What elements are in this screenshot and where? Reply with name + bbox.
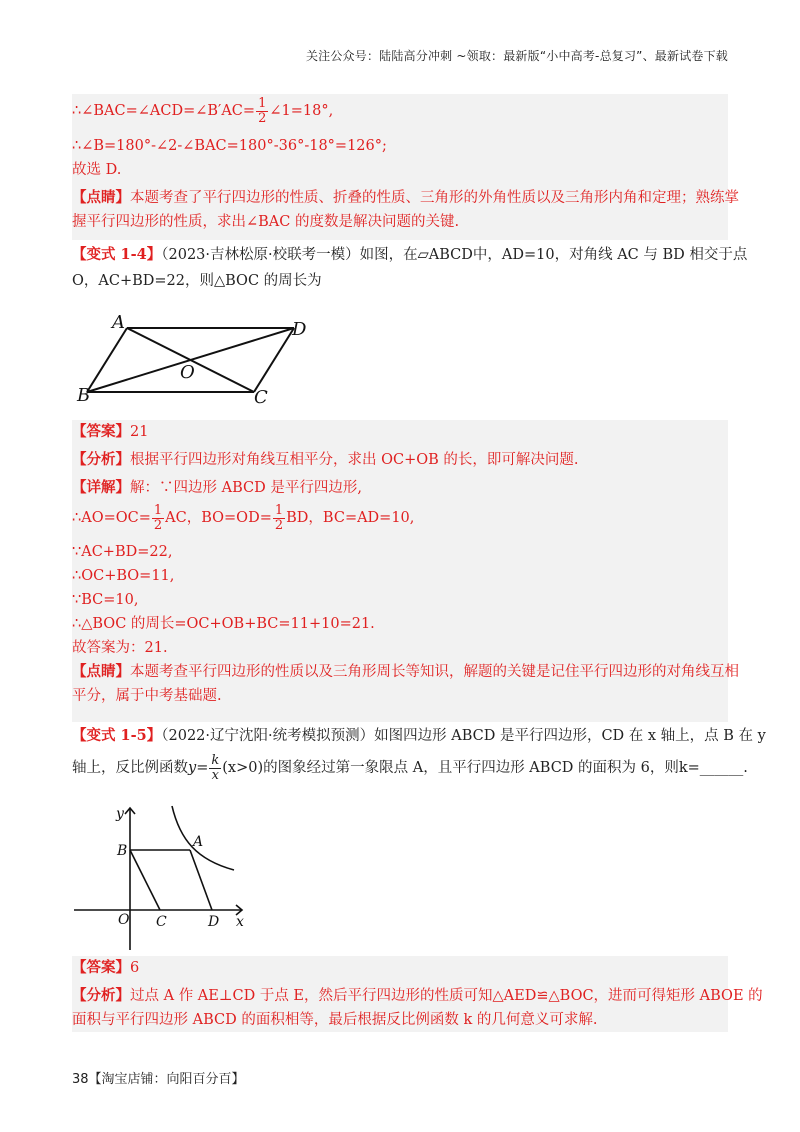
step-line: ∵AC+BD=22, bbox=[72, 544, 173, 560]
step-line: ∴AO=OC= $\frac{1}{2}$ AC，BO=OD= $\frac{1}{2}$ BD，BC=AD=10, bbox=[72, 502, 415, 533]
label-A: A bbox=[193, 834, 204, 850]
question-tag: 【变式 1-4】 bbox=[72, 246, 162, 263]
step-text: ∴∠BAC=∠ACD=∠B′AC= bbox=[72, 103, 256, 119]
comment-text: 本题考查平行四边形的性质以及三角形周长等知识，解题的关键是记住平行四边形的对角线互相 bbox=[130, 664, 739, 680]
fraction: $\frac{k}{x}$ bbox=[211, 752, 220, 783]
step-text: ∠1=18°, bbox=[269, 103, 334, 119]
comment-line: 握平行四边形的性质，求出∠BAC 的度数是解决问题的关键. bbox=[72, 214, 460, 230]
detail-text: 解：∵四边形 ABCD 是平行四边形, bbox=[130, 480, 362, 496]
comment-line bbox=[72, 660, 739, 684]
step-line: ∴∠B=180°-∠2-∠BAC=180°-36°-18°=126°; bbox=[72, 138, 387, 154]
step-line: ∴OC+BO=11, bbox=[72, 568, 175, 584]
parallelogram-figure bbox=[72, 308, 332, 413]
question-line bbox=[72, 243, 748, 267]
label-A: A bbox=[112, 312, 125, 333]
detail-tag: 【详解】 bbox=[72, 479, 130, 496]
fraction: $\frac{1}{2}$ bbox=[274, 502, 284, 533]
page-header: 关注公众号：陆陆高分冲刺 ~领取：最新版“小中高考-总复习”、最新试卷下载 bbox=[305, 49, 728, 63]
solution-continuation bbox=[72, 94, 739, 240]
answer-1-4 bbox=[72, 420, 739, 722]
analysis-line bbox=[72, 448, 728, 472]
comment-line bbox=[72, 186, 739, 210]
comment-tag: 【点睛】 bbox=[72, 189, 130, 206]
step-line: ∵BC=10, bbox=[72, 592, 139, 608]
question-line bbox=[72, 724, 766, 748]
question-text: （2022·辽宁沈阳·统考模拟预测）如图四边形 ABCD 是平行四边形，CD 在 x 轴上，点 B 在 y bbox=[161, 728, 766, 744]
question-tag: 【变式 1-5】 bbox=[72, 727, 162, 744]
question-1-4 bbox=[72, 243, 748, 293]
label-O: O bbox=[118, 912, 130, 928]
label-D: D bbox=[208, 914, 220, 930]
label-B: B bbox=[77, 385, 91, 406]
coordinate-figure bbox=[72, 800, 262, 955]
detail-line bbox=[72, 476, 728, 500]
label-x: x bbox=[236, 914, 244, 930]
question-1-5 bbox=[72, 724, 766, 788]
comment-tag: 【点睛】 bbox=[72, 663, 130, 680]
answer-line bbox=[72, 420, 728, 444]
question-line: O，AC+BD=22，则△BOC 的周长为 bbox=[72, 273, 322, 289]
step-line: ∴△BOC 的周长=OC+OB+BC=11+10=21. bbox=[72, 616, 375, 632]
answer-tag: 【答案】 bbox=[72, 959, 130, 976]
answer-tag: 【答案】 bbox=[72, 423, 130, 440]
answer-value: 6 bbox=[130, 960, 140, 976]
label-D: D bbox=[292, 319, 307, 340]
fraction: $\frac{1}{2}$ bbox=[153, 502, 163, 533]
label-y: y bbox=[116, 806, 124, 822]
analysis-line bbox=[72, 984, 763, 1008]
answer-line bbox=[72, 956, 728, 980]
comment-line: 平分，属于中考基础题. bbox=[72, 688, 222, 704]
analysis-line: 面积与平行四边形 ABCD 的面积相等，最后根据反比例函数 k 的几何意义可求解. bbox=[72, 1012, 598, 1028]
question-line: 轴上，反比例函数y= $\frac{k}{x}$ (x>0)的图象经过第一象限点 A，且平行四边形 ABCD 的面积为 6，则k=______. bbox=[72, 752, 748, 783]
label-C: C bbox=[254, 387, 268, 408]
answer-value: 21 bbox=[130, 424, 149, 440]
label-C: C bbox=[156, 914, 167, 930]
question-text: （2023·吉林松原·校联考一模）如图，在▱ABCD中，AD=10，对角线 AC 与 BD 相交于点 bbox=[161, 247, 748, 263]
analysis-text: 过点 A 作 AE⊥CD 于点 E，然后平行四边形的性质可知△AED≌△BOC，进而可得矩形 ABOE 的 bbox=[130, 988, 763, 1004]
step-line: 故答案为：21. bbox=[72, 640, 168, 656]
comment-text: 本题考查了平行四边形的性质、折叠的性质、三角形的外角性质以及三角形内角和定理；熟练掌 bbox=[130, 190, 739, 206]
analysis-text: 根据平行四边形对角线互相平分，求出 OC+OB 的长，即可解决问题. bbox=[130, 452, 579, 468]
fraction: $\frac{1}{2}$ bbox=[258, 95, 267, 126]
step-line: 故选 D. bbox=[72, 162, 122, 178]
label-B: B bbox=[117, 843, 128, 859]
analysis-tag: 【分析】 bbox=[72, 987, 130, 1004]
page-footer: 38【淘宝店铺：向阳百分百】 bbox=[72, 1072, 245, 1087]
step-line bbox=[72, 94, 728, 128]
analysis-tag: 【分析】 bbox=[72, 451, 130, 468]
answer-1-5 bbox=[72, 956, 763, 1032]
label-O: O bbox=[180, 362, 195, 383]
